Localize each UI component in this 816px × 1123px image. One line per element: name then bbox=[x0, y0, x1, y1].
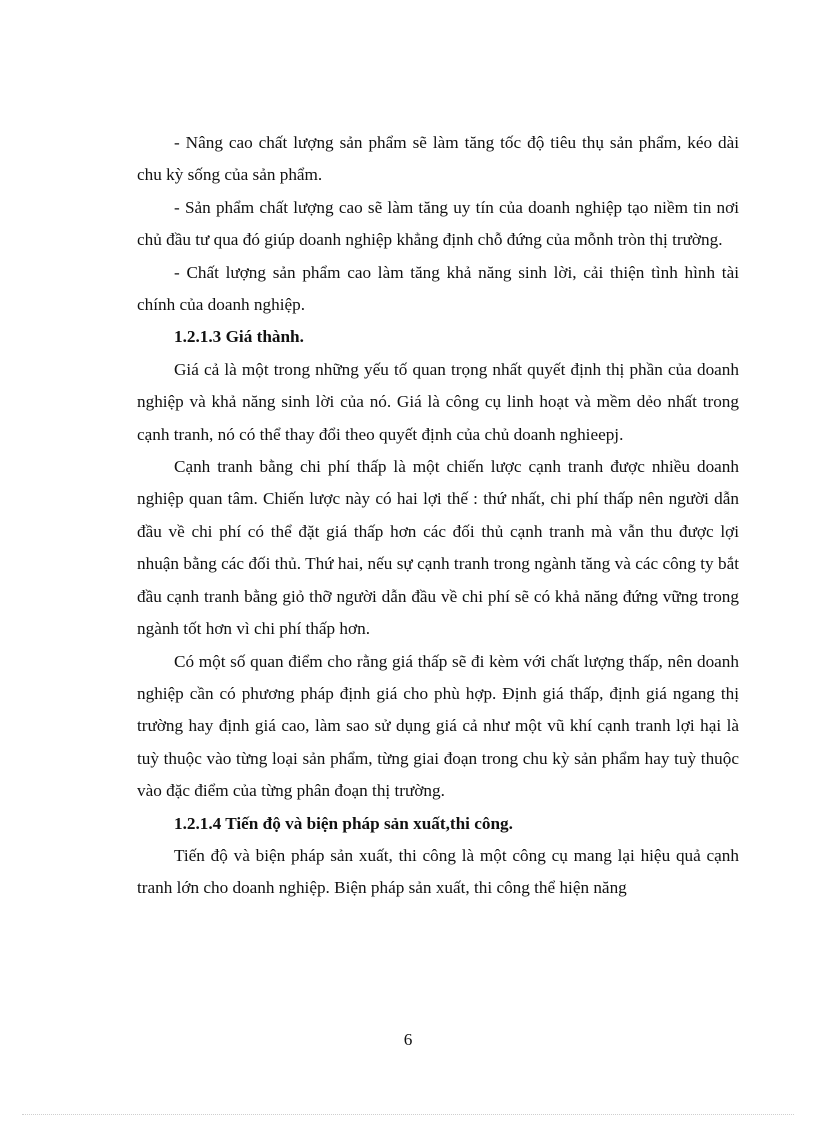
paragraph-quality-reputation: - Sản phẩm chất lượng cao sẽ làm tăng uy tín của doanh nghiệp tạo niềm tin nơi chủ đầu tư qua đó giúp doanh nghiệp khẳng định chỗ đứng của mỗnh tròn thị trường. bbox=[137, 197, 739, 250]
paragraph-quality-profit: - Chất lượng sản phẩm cao làm tăng khả năng sinh lời, cải thiện tình hình tài chính của doanh nghiệp. bbox=[137, 262, 739, 315]
paragraph-quality-sales: - Nâng cao chất lượng sản phẩm sẽ làm tăng tốc độ tiêu thụ sản phẩm, kéo dài chu kỳ sống của sản phẩm. bbox=[137, 133, 739, 185]
section-heading-price: 1.2.1.3 Giá thành. bbox=[174, 327, 304, 347]
paragraph-price-intro: Giá cả là một trong những yếu tố quan trọng nhất quyết định thị phần của doanh nghiệp và khả năng sinh lời của nó. Giá là công cụ linh hoạt và mềm dẻo nhất trong cạnh tranh, nó có thể thay đổi theo quyết định của chủ doanh nghieepj. bbox=[137, 359, 739, 444]
paragraph-progress-intro: Tiến độ và biện pháp sản xuất, thi công là một công cụ mang lại hiệu quả cạnh tranh lớn cho doanh nghiệp. Biện pháp sản xuất, thi công thể hiện năng bbox=[137, 845, 739, 898]
page-bottom-divider bbox=[22, 1114, 794, 1115]
section-heading-progress: 1.2.1.4 Tiến độ và biện pháp sản xuất,thi công. bbox=[174, 813, 513, 833]
paragraph-pricing-methods: Có một số quan điểm cho rằng giá thấp sẽ đi kèm với chất lượng thấp, nên doanh nghiệp cần có phương pháp định giá cho phù hợp. Định giá thấp, định giá ngang thị trường hay định giá cao, làm sao sử dụng giá cả như một vũ khí cạnh tranh lợi hại là tuỳ thuộc vào từng loại sản phẩm, từng giai đoạn trong chu kỳ sản phẩm hay tuỳ thuộc vào đặc điểm của từng phân đoạn thị trường. bbox=[137, 651, 739, 801]
page-body bbox=[137, 127, 739, 905]
page-number: 6 bbox=[403, 1030, 413, 1049]
paragraph-low-cost-strategy: Cạnh tranh bằng chi phí thấp là một chiến lược cạnh tranh được nhiều doanh nghiệp quan tâm. Chiến lược này có hai lợi thế : thứ nhất, chi phí thấp nên người dẫn đầu về chi phí có thể đặt giá thấp hơn các đối thủ cạnh tranh mà vẫn thu được lợi nhuận bằng các đối thủ. Thứ hai, nếu sự cạnh tranh trong ngành tăng và các công ty bắt đầu cạnh tranh bằng giỏ thỡ người dẫn đầu về chi phí sẽ có khả năng đứng vững trong ngành tốt hơn vì chi phí thấp hơn. bbox=[137, 457, 739, 639]
